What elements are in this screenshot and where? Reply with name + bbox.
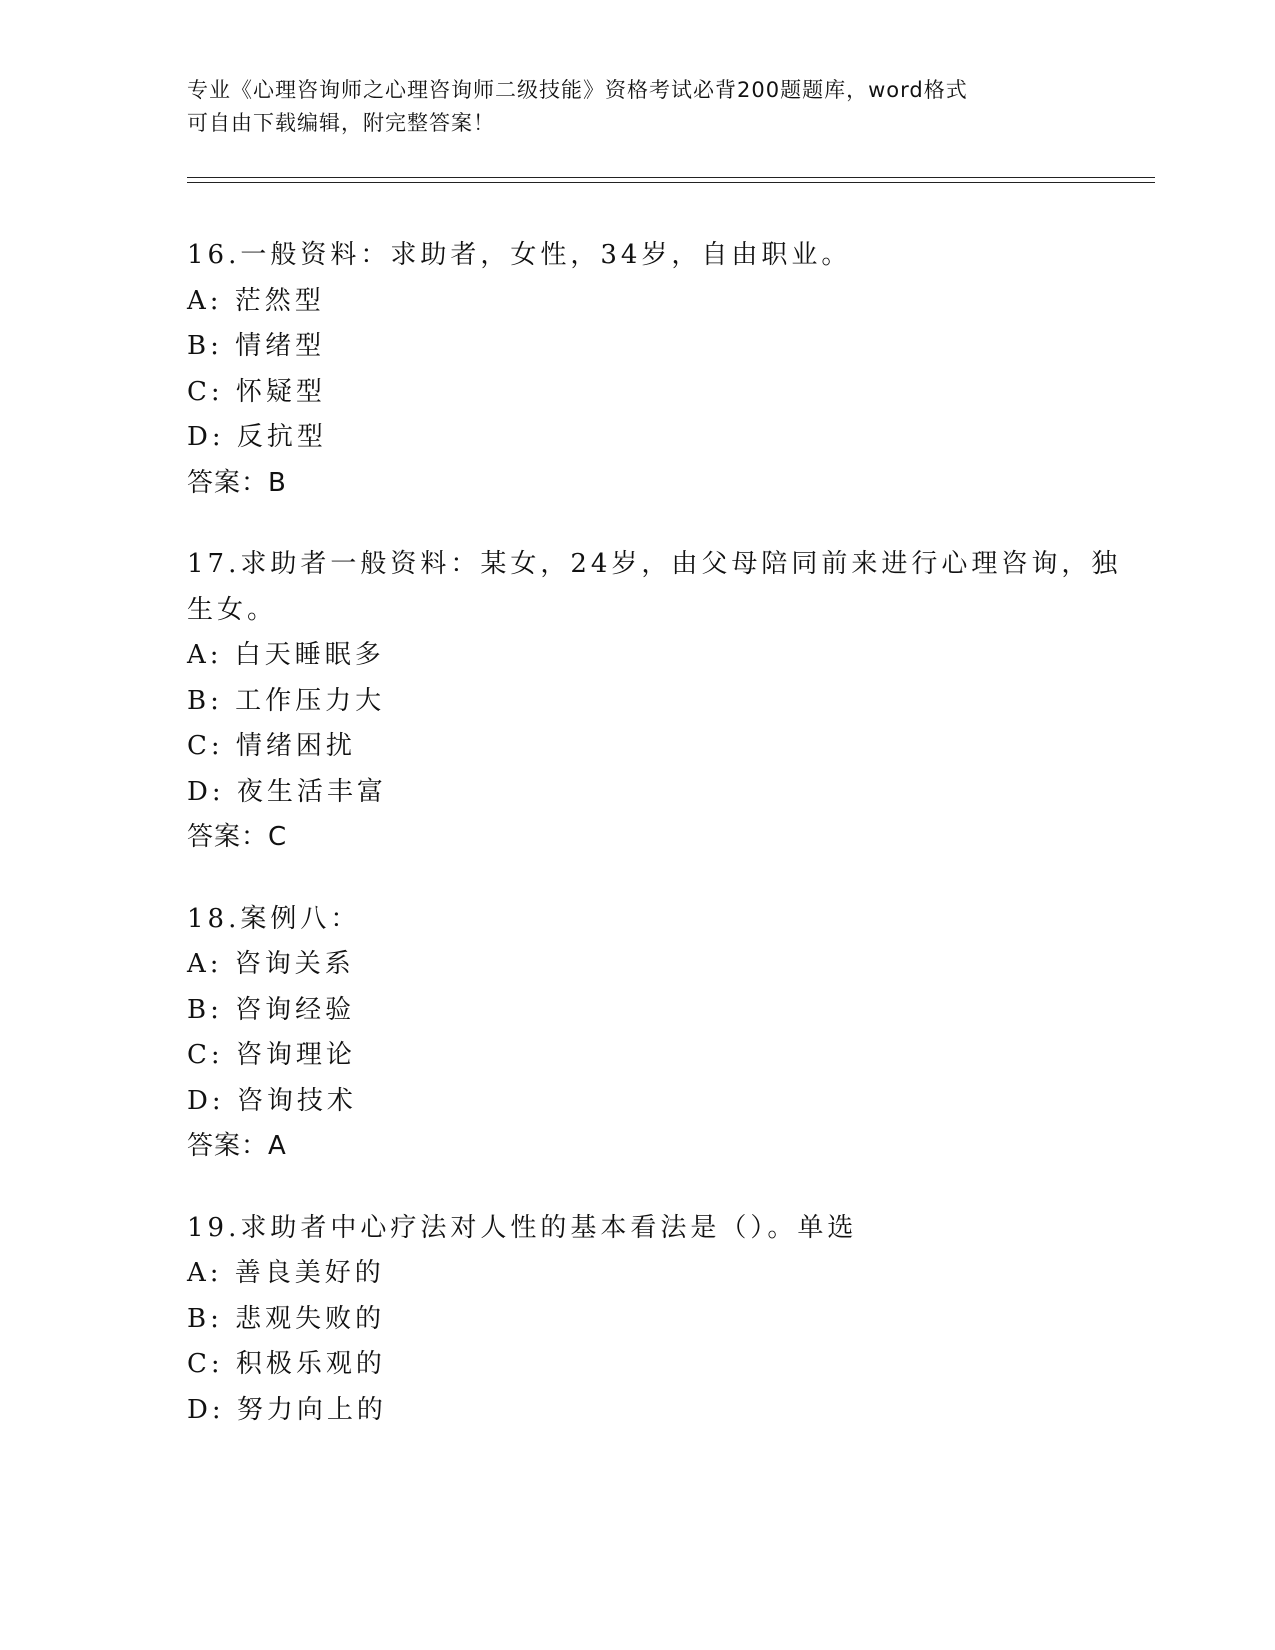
option-b: B: 悲观失败的: [187, 1303, 386, 1334]
question-list: [187, 233, 1122, 1469]
question-stem: 18.案例八：: [187, 903, 361, 934]
document-header: [187, 74, 1087, 140]
header-line-2: 可自由下载编辑，附完整答案！: [187, 111, 495, 135]
option-d: D: 反抗型: [187, 422, 327, 452]
question-stem-line-1: 17.求助者一般资料：某女，24岁，由父母陪同前来进行心理咨询，独: [187, 549, 1122, 579]
option-d: D: 咨询技术: [187, 1085, 357, 1116]
question-stem-line-2: 生女。: [187, 594, 278, 625]
option-c: C: 情绪困扰: [187, 731, 356, 761]
header-divider-top: [187, 177, 1155, 178]
option-a: A: 白天睡眠多: [187, 640, 385, 670]
option-d: D: 努力向上的: [187, 1394, 387, 1425]
answer-label: 答案：A: [187, 1131, 287, 1161]
question-stem: 16.一般资料：求助者，女性，34岁，自由职业。: [187, 240, 852, 270]
option-b: B: 情绪型: [187, 331, 326, 361]
header-divider-bottom: [187, 182, 1155, 183]
question-19: [187, 1206, 1087, 1434]
answer-label: 答案：C: [187, 822, 288, 852]
question-17: [187, 542, 1122, 861]
question-18: [187, 897, 1087, 1170]
header-line-1: 专业《心理咨询师之心理咨询师二级技能》资格考试必背200题题库，word格式: [187, 78, 968, 102]
option-c: C: 积极乐观的: [187, 1349, 386, 1379]
option-a: A: 茫然型: [187, 285, 325, 316]
question-stem: 19.求助者中心疗法对人性的基本看法是（）。单选: [187, 1212, 858, 1243]
option-a: A: 善良美好的: [187, 1258, 385, 1288]
question-16: [187, 233, 1087, 506]
option-c: C: 怀疑型: [187, 376, 326, 407]
answer-label: 答案：B: [187, 467, 287, 498]
option-d: D: 夜生活丰富: [187, 776, 387, 807]
option-a: A: 咨询关系: [187, 949, 355, 979]
option-b: B: 工作压力大: [187, 685, 386, 716]
option-b: B: 咨询经验: [187, 994, 356, 1025]
option-c: C: 咨询理论: [187, 1040, 356, 1070]
